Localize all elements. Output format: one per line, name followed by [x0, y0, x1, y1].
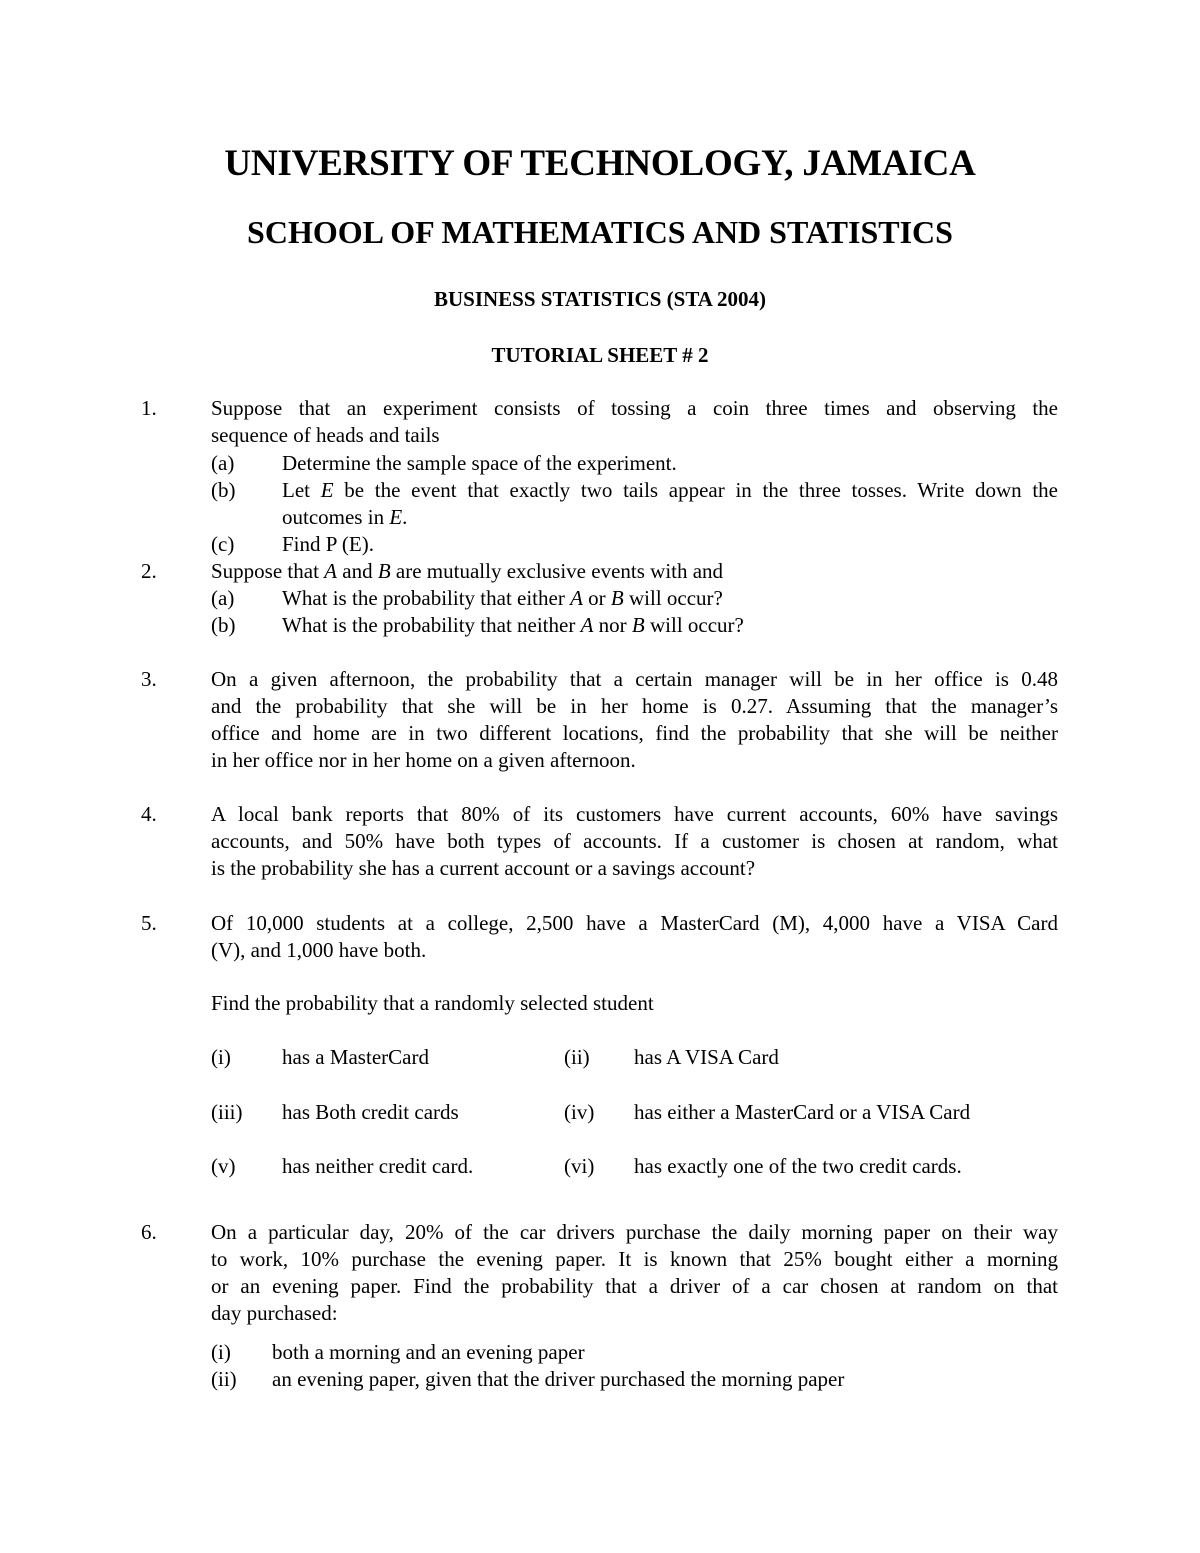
question-5-prompt: Find the probability that a randomly selected student — [211, 991, 654, 1015]
variable-e: E — [320, 478, 334, 502]
question-5-v-label: (v) — [211, 1154, 236, 1178]
text-run: or — [582, 586, 611, 610]
text-run: What is the probability that either — [282, 586, 571, 610]
question-5-v-text: has neither credit card. — [282, 1154, 474, 1178]
question-5-i-text: has a MasterCard — [282, 1045, 429, 1069]
school-title: SCHOOL OF MATHEMATICS AND STATISTICS — [247, 214, 953, 250]
question-2-line-1 — [211, 558, 723, 585]
question-1c-label: (c) — [211, 532, 235, 556]
question-4-line-3: is the probability she has a current account or a savings account? — [211, 856, 756, 880]
question-1-line-1: Suppose that an experiment consists of tossing a coin three times and observing the — [211, 396, 1058, 420]
question-1a-label: (a) — [211, 451, 235, 475]
question-1c-text: Find P (E). — [282, 532, 374, 556]
question-3-line-3: office and home are in two different locations, find the probability that she will be neither — [211, 721, 1058, 745]
question-6-i-text: both a morning and an evening paper — [272, 1340, 585, 1364]
text-run: outcomes in — [282, 505, 390, 529]
text-run: will occur? — [623, 586, 723, 610]
question-2a-text — [282, 585, 723, 612]
question-6-ii-text: an evening paper, given that the driver purchased the morning paper — [272, 1367, 845, 1391]
question-1b-line-1 — [282, 477, 1058, 504]
question-1-number: 1. — [141, 396, 157, 420]
question-5-vi-text: has exactly one of the two credit cards. — [634, 1154, 962, 1178]
question-5-iv-text: has either a MasterCard or a VISA Card — [634, 1100, 971, 1124]
question-1b-line-2 — [282, 504, 407, 531]
question-5-line-1: Of 10,000 students at a college, 2,500 have a MasterCard (M), 4,000 have a VISA Card — [211, 911, 1058, 935]
question-5-number: 5. — [141, 911, 157, 935]
question-5-line-2: (V), and 1,000 have both. — [211, 938, 427, 962]
variable-a: A — [324, 559, 337, 583]
question-6-number: 6. — [141, 1220, 157, 1244]
question-5-iii-text: has Both credit cards — [282, 1100, 459, 1124]
question-1-line-2: sequence of heads and tails — [211, 423, 440, 447]
question-4-line-2: accounts, and 50% have both types of accounts. If a customer is chosen at random, what — [211, 829, 1058, 853]
question-6-ii-label: (ii) — [211, 1367, 237, 1391]
question-3-line-1: On a given afternoon, the probability that a certain manager will be in her office is 0.48 — [211, 667, 1058, 691]
question-4-number: 4. — [141, 802, 157, 826]
question-6-line-2: to work, 10% purchase the evening paper. It is known that 25% bought either a morning — [211, 1247, 1058, 1271]
sheet-title: TUTORIAL SHEET # 2 — [491, 343, 709, 367]
question-5-ii-text: has A VISA Card — [634, 1045, 779, 1069]
text-run: What is the probability that neither — [282, 613, 581, 637]
text-run: are mutually exclusive events with and — [390, 559, 724, 583]
text-run: Suppose that — [211, 559, 325, 583]
text-run: Let — [282, 478, 321, 502]
question-5-vi-label: (vi) — [564, 1154, 595, 1178]
question-1b-label: (b) — [211, 478, 236, 502]
question-3-line-2: and the probability that she will be in her home is 0.27. Assuming that the manager’s — [211, 694, 1058, 718]
question-3-line-4: in her office nor in her home on a given afternoon. — [211, 748, 636, 772]
text-run: be the event that exactly two tails appear in the three tosses. Write down the — [333, 478, 1059, 502]
question-2b-text — [282, 612, 744, 639]
question-3-number: 3. — [141, 667, 157, 691]
text-run: and — [337, 559, 378, 583]
question-2-number: 2. — [141, 559, 157, 583]
question-2b-label: (b) — [211, 613, 236, 637]
question-5-ii-label: (ii) — [564, 1045, 590, 1069]
variable-b: B — [610, 586, 624, 610]
variable-a: A — [570, 586, 583, 610]
variable-b: B — [631, 613, 645, 637]
variable-e: E — [389, 505, 403, 529]
university-title: UNIVERSITY OF TECHNOLOGY, JAMAICA — [224, 143, 976, 184]
text-run: nor — [593, 613, 632, 637]
question-6-line-3: or an evening paper. Find the probability that a driver of a car chosen at random on that — [211, 1274, 1058, 1298]
question-2a-label: (a) — [211, 586, 235, 610]
question-6-line-4: day purchased: — [211, 1301, 338, 1325]
text-run: will occur? — [644, 613, 744, 637]
question-5-i-label: (i) — [211, 1045, 231, 1069]
question-1a-text: Determine the sample space of the experiment. — [282, 451, 677, 475]
variable-b: B — [377, 559, 391, 583]
question-4-line-1: A local bank reports that 80% of its customers have current accounts, 60% have savings — [211, 802, 1058, 826]
course-title: BUSINESS STATISTICS (STA 2004) — [433, 287, 767, 311]
question-6-i-label: (i) — [211, 1340, 231, 1364]
question-5-iii-label: (iii) — [211, 1100, 243, 1124]
question-6-line-1: On a particular day, 20% of the car drivers purchase the daily morning paper on their way — [211, 1220, 1058, 1244]
text-run: . — [402, 505, 408, 529]
variable-a: A — [580, 613, 594, 637]
question-5-iv-label: (iv) — [564, 1100, 595, 1124]
